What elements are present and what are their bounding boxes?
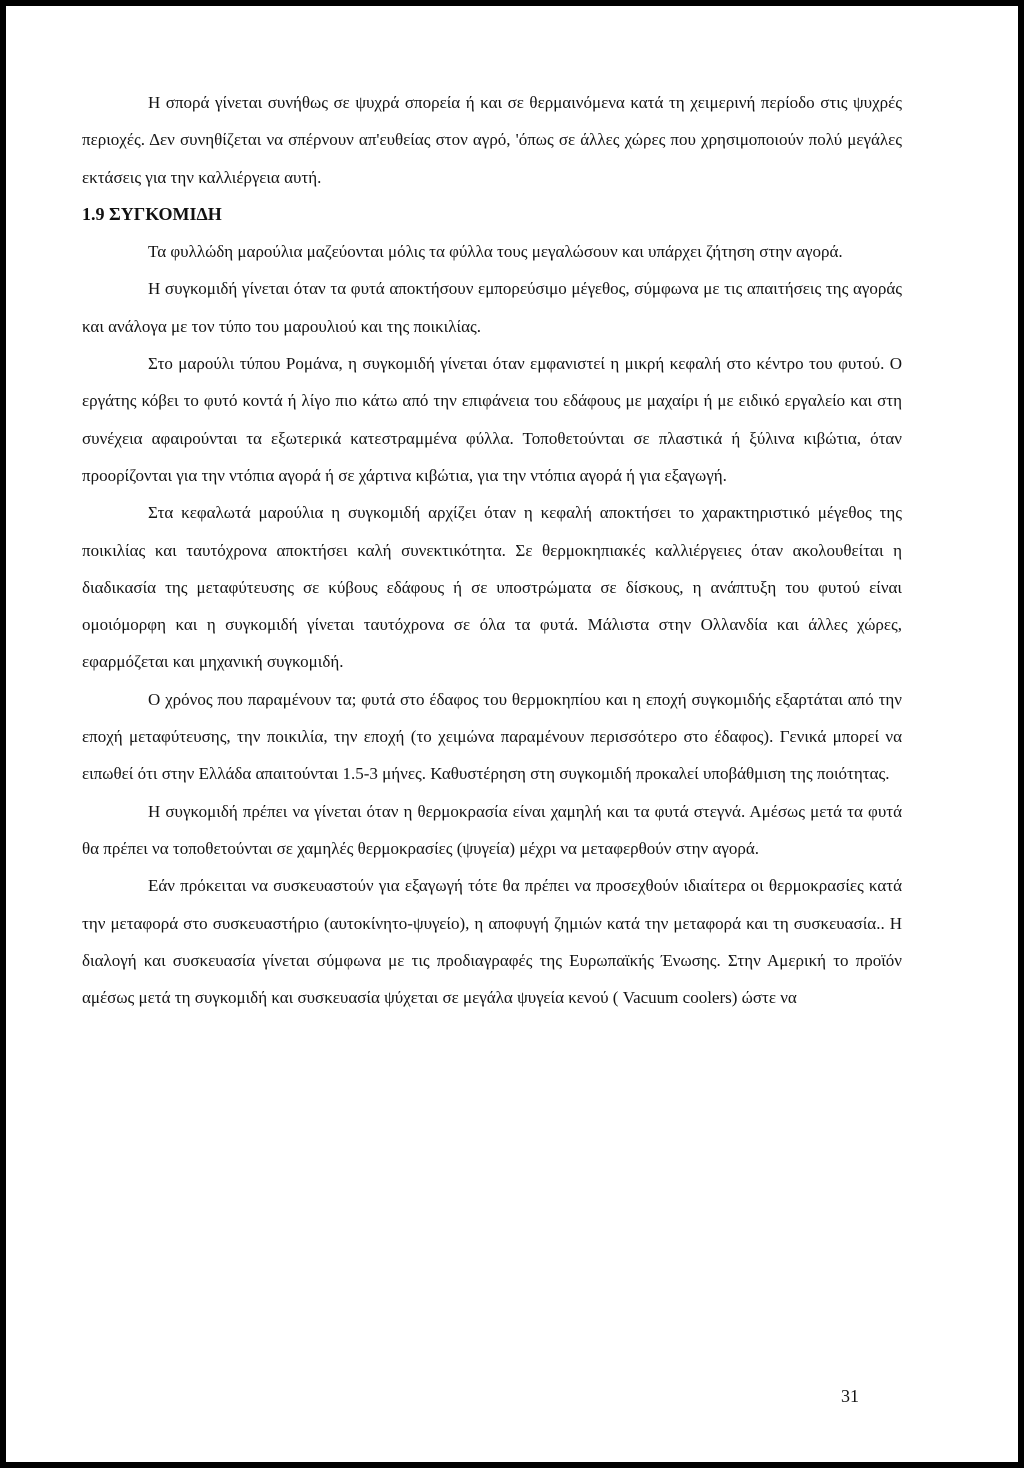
- section-heading: 1.9 ΣΥΓΚΟΜΙΔΗ: [82, 203, 222, 224]
- paragraph: Εάν πρόκειται να συσκευαστούν για εξαγωγή τότε θα πρέπει να προσεχθούν ιδιαίτερα οι θερμοκρασίες κατά την μεταφορά στο συσκευαστήριο (αυτοκίνητο-ψυγείο), η αποφυγή ζημιών κατά την μεταφορά και τη συσκευασία.. Η διαλογή και συσκευασία γίνεται σύμφωνα με τις προδιαγραφές της Ευρωπαϊκής Ένωσης. Στην Αμερική το προϊόν αμέσως μετά τη συγκομιδή και συσκευασία ψύχεται σε μεγάλα ψυγεία κενού ( Vacuum coolers) ώστε να: [82, 876, 902, 1008]
- body-text: [82, 84, 902, 1016]
- paragraph: Η συγκομιδή πρέπει να γίνεται όταν η θερμοκρασία είναι χαμηλή και τα φυτά στεγνά. Αμέσως μετά τα φυτά θα πρέπει να τοποθετούνται σε χαμηλές θερμοκρασίες (ψυγεία) μέχρι να μεταφερθούν στην αγορά.: [82, 801, 902, 858]
- document-page: [6, 6, 1018, 1462]
- paragraph: Στο μαρούλι τύπου Ρομάνα, η συγκομιδή γίνεται όταν εμφανιστεί η μικρή κεφαλή στο κέντρο του φυτού. Ο εργάτης κόβει το φυτό κοντά ή λίγο πιο κάτω από την επιφάνεια του εδάφους με μαχαίρι ή με ειδικό εργαλείο και στη συνέχεια αφαιρούνται τα εξωτερικά κατεστραμμένα φύλλα. Τοποθετούνται σε πλαστικά ή ξύλινα κιβώτια, όταν προορίζονται για την ντόπια αγορά ή σε χάρτινα κιβώτια, για την ντόπια αγορά ή για εξαγωγή.: [82, 354, 902, 485]
- paragraph: Τα φυλλώδη μαρούλια μαζεύονται μόλις τα φύλλα τους μεγαλώσουν και υπάρχει ζήτηση στην αγορά.: [148, 242, 843, 262]
- intro-paragraph: Η σπορά γίνεται συνήθως σε ψυχρά σπορεία ή και σε θερμαινόμενα κατά τη χειμερινή περίοδο στις ψυχρές περιοχές. Δεν συνηθίζεται να σπέρνουν απ'ευθείας στον αγρό, 'όπως σε άλλες χώρες που χρησιμοποιούν πολύ μεγάλες εκτάσεις για την καλλιέργεια αυτή.: [82, 93, 902, 187]
- paragraph: Στα κεφαλωτά μαρούλια η συγκομιδή αρχίζει όταν η κεφαλή αποκτήσει το χαρακτηριστικό μέγεθος της ποικιλίας και ταυτόχρονα αποκτήσει καλή συνεκτικότητα. Σε θερμοκηπιακές καλλιέργειες όταν ακολουθείται η διαδικασία της μεταφύτευσης σε κύβους εδάφους ή σε υποστρώματα σε δίσκους, η ανάπτυξη του φυτού είναι ομοιόμορφη και η συγκομιδή γίνεται ταυτόχρονα σε όλα τα φυτά. Μάλιστα στην Ολλανδία και άλλες χώρες, εφαρμόζεται και μηχανική συγκομιδή.: [82, 503, 902, 672]
- paragraph: Η συγκομιδή γίνεται όταν τα φυτά αποκτήσουν εμπορεύσιμο μέγεθος, σύμφωνα με τις απαιτήσεις της αγοράς και ανάλογα με τον τύπο του μαρουλιού και της ποικιλίας.: [82, 279, 902, 336]
- paragraph: Ο χρόνος που παραμένουν τα; φυτά στο έδαφος του θερμοκηπίου και η εποχή συγκομιδής εξαρτάται από την εποχή μεταφύτευσης, την ποικιλία, την εποχή (το χειμώνα παραμένουν περισσότερο στο έδαφος). Γενικά μπορεί να ειπωθεί ότι στην Ελλάδα απαιτούνται 1.5-3 μήνες. Καθυστέρηση στη συγκομιδή προκαλεί υποβάθμιση της ποιότητας.: [82, 689, 902, 784]
- page-number: 31: [841, 1386, 859, 1406]
